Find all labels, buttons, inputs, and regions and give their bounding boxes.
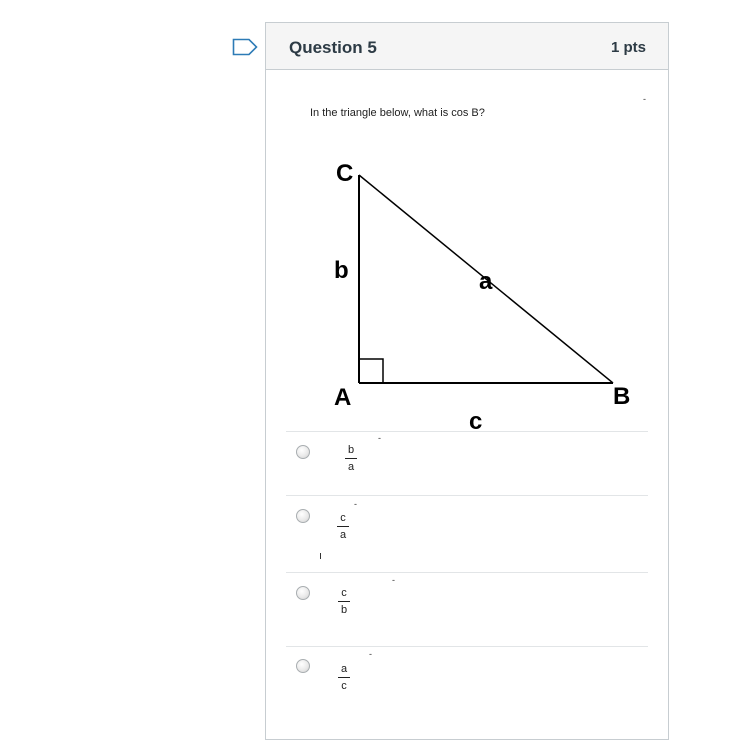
- fraction-numerator: c: [341, 587, 347, 599]
- question-points: 1 pts: [610, 39, 646, 56]
- triangle-figure: [326, 153, 646, 438]
- fraction-bar: [345, 458, 357, 459]
- question-header: [266, 23, 668, 70]
- fraction-denominator: c: [341, 680, 347, 692]
- fraction-bar: [338, 677, 350, 678]
- question-title: Question 5: [289, 38, 377, 57]
- answer-option-4[interactable]: [286, 646, 648, 726]
- radio-button-icon[interactable]: [296, 445, 310, 459]
- answer-fraction: [336, 512, 350, 542]
- vertex-label-b: B: [613, 383, 631, 410]
- vertex-label-a: A: [334, 384, 352, 411]
- answer-fraction: [337, 663, 351, 693]
- vertex-label-c: C: [336, 160, 354, 187]
- side-label-c: c: [469, 408, 483, 435]
- fraction-bar: [337, 526, 349, 527]
- right-angle-marker: [359, 359, 383, 383]
- artifact-dash: -: [369, 649, 372, 659]
- answer-option-1[interactable]: [286, 431, 648, 495]
- question-card: [265, 22, 669, 740]
- fraction-numerator: a: [340, 663, 348, 675]
- bookmark-flag-icon[interactable]: [232, 38, 258, 56]
- fraction-denominator: a: [347, 461, 355, 473]
- artifact-dash: -: [643, 94, 646, 104]
- radio-button-icon[interactable]: [296, 586, 310, 600]
- fraction-numerator: b: [347, 444, 355, 456]
- radio-button-icon[interactable]: [296, 509, 310, 523]
- fraction-numerator: c: [340, 512, 346, 524]
- fraction-denominator: a: [339, 529, 347, 541]
- fraction-bar: [338, 601, 350, 602]
- radio-button-icon[interactable]: [296, 659, 310, 673]
- artifact-dash: -: [354, 499, 357, 509]
- question-prompt: In the triangle below, what is cos B?: [310, 107, 485, 119]
- artifact-dash: -: [378, 433, 381, 443]
- answer-fraction: [344, 444, 358, 474]
- answer-fraction: [337, 587, 351, 617]
- artifact-dash: -: [392, 575, 395, 585]
- answer-option-2[interactable]: [286, 495, 648, 572]
- answer-option-3[interactable]: [286, 572, 648, 646]
- side-label-b: b: [334, 257, 349, 284]
- side-label-a: a: [479, 268, 493, 295]
- artifact-tick: [320, 553, 321, 559]
- fraction-denominator: b: [340, 604, 348, 616]
